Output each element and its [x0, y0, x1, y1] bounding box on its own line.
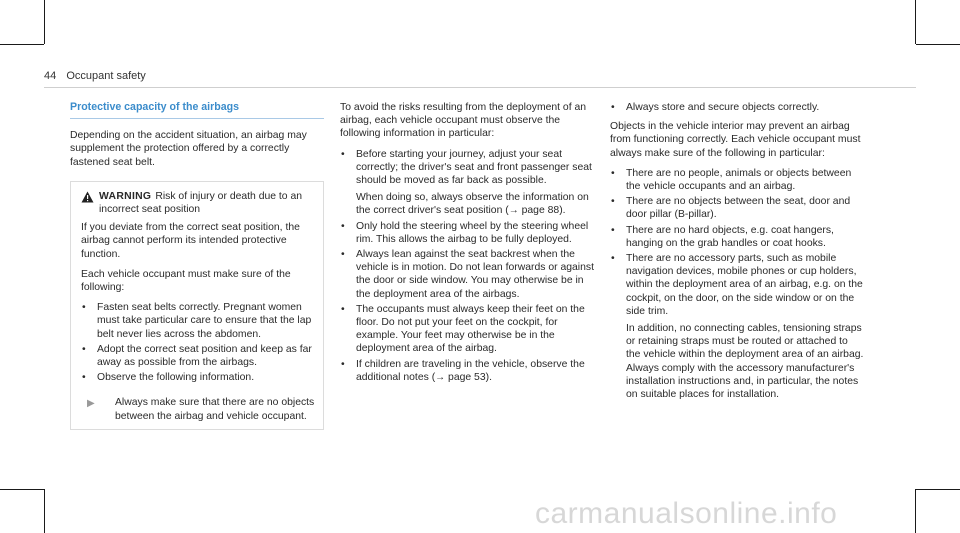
bullet: • [82, 343, 86, 355]
list-item [610, 224, 864, 250]
list-item-text: Before starting your journey, adjust your seat correctly; the driver's seat and front passenger seat should be moved as far back as possible. [356, 148, 592, 187]
warning-paragraph: Each vehicle occupant must make sure of the following: [81, 268, 291, 294]
list-item-text: There are no objects between the seat, door and door pillar (B-pillar). [626, 196, 851, 221]
crop-mark [0, 489, 44, 490]
list-item [340, 220, 594, 246]
list-item-text: If children are traveling in the vehicle, observe the additional notes [356, 358, 585, 383]
warning-title-text: Risk of injury or death due to an incorrect seat position [99, 190, 303, 216]
list-item-subtext: In addition, no connecting cables, tensioning straps or retaining straps must be routed or attached to the vehicle within the deployment area of an airbag. Always comply with the accessory manufacturer's installation instructions and, in particular, the notes on suitable places for installation. [626, 323, 864, 401]
section-heading: Protective capacity of the airbags [70, 101, 324, 119]
list-item [610, 167, 864, 193]
bullet: • [341, 249, 345, 261]
list-item [340, 248, 594, 301]
see-close: ). [485, 371, 492, 383]
list-item-text: There are no hard objects, e.g. coat hangers, hanging on the grab handles or coat hooks. [626, 224, 834, 249]
running-header [44, 70, 146, 82]
list-item-text: Observe the following information. [97, 372, 255, 384]
note-text: Always make sure that there are no objects between the airbag and vehicle occupant. [115, 397, 315, 422]
note-arrow-icon: ▶ [87, 398, 95, 410]
warning-label: WARNING [99, 190, 152, 202]
watermark: carmanualsonline.info [535, 497, 838, 530]
bullet-list [610, 101, 864, 114]
list-item-subtext [356, 191, 594, 217]
list-item [340, 358, 594, 384]
note-block [81, 396, 315, 422]
bullet: • [341, 303, 345, 315]
bullet: • [611, 102, 615, 113]
list-item [340, 303, 594, 356]
column-2 [340, 101, 594, 390]
list-item [81, 301, 315, 341]
crop-mark [915, 489, 916, 533]
warning-header [81, 190, 315, 216]
list-item-text: There are no people, animals or objects between the vehicle occupants and an airbag. [626, 167, 852, 193]
list-item [610, 101, 864, 114]
bullet: • [341, 220, 345, 232]
intro-paragraph: To avoid the risks resulting from the deployment of an airbag, each vehicle occupant must observe the following information in particular: [340, 102, 587, 140]
crop-mark [0, 44, 44, 45]
list-item-text: The occupants must always keep their feet on the floor. Do not put your feet on the cockpit, for example. Your feet may otherwise be in the deployment area of the airbag. [356, 303, 585, 355]
xref-arrow-icon: → [435, 371, 446, 383]
xref-arrow-icon: → [508, 205, 519, 217]
list-item [81, 343, 315, 369]
warning-box [70, 181, 324, 430]
page-reference-link[interactable]: page 88 [521, 205, 560, 217]
bullet-list [610, 167, 864, 401]
section-title: Occupant safety [66, 70, 146, 82]
see-open: ( [505, 205, 509, 217]
page-reference-link[interactable]: page 53 [448, 371, 486, 383]
intro-paragraph: Objects in the vehicle interior may prevent an airbag from functioning correctly. Each vehicle occupant must always make sure of the following in particular: [610, 121, 861, 159]
list-item [610, 252, 864, 401]
list-item-text: Always lean against the seat backrest when the vehicle is in motion. Do not lean forwards or against the door or side window. You may otherwise be in the deployment area of the airbags. [356, 249, 594, 300]
list-item [610, 195, 864, 221]
list-item [340, 148, 594, 218]
list-item-text: Only hold the steering wheel by the steering wheel rim. This allows the airbag to be fully deployed. [356, 220, 589, 245]
crop-mark [916, 489, 960, 490]
bullet: • [611, 167, 615, 179]
bullet: • [611, 196, 615, 208]
intro-paragraph: Depending on the accident situation, an airbag may supplement the protection offered by a correctly fastened seat belt. [70, 130, 307, 168]
bullet: • [341, 358, 345, 370]
page-number: 44 [44, 70, 57, 82]
list-item-text: There are no accessory parts, such as mobile navigation devices, mobile phones or cup holders, within the deployment area of an airbag, e.g. on the cockpit, on the door, on the side window or on the side trim. [626, 253, 863, 317]
bullet: • [611, 224, 615, 236]
list-item-text: Always store and secure objects correctly. [626, 102, 820, 113]
list-item [81, 371, 315, 384]
warning-list [81, 301, 315, 384]
list-item-text: Adopt the correct seat position and keep as far away as possible from the airbags. [97, 343, 312, 369]
see-close: ). [559, 205, 566, 217]
crop-mark [44, 0, 45, 44]
bullet: • [611, 253, 615, 265]
column-3 [610, 101, 864, 407]
bullet: • [82, 302, 86, 314]
warning-triangle-icon [81, 190, 99, 216]
crop-mark [44, 489, 45, 533]
bullet: • [341, 148, 345, 160]
subtext: When doing so, always observe the information on the correct driver's seat position [356, 192, 589, 217]
list-item-text: Fasten seat belts correctly. Pregnant women must take particular care to ensure that the lap belt never lies across the abdomen. [97, 302, 312, 340]
crop-mark [915, 0, 916, 44]
crop-mark [916, 44, 960, 45]
bullet-list [340, 148, 594, 384]
warning-heading [99, 190, 315, 216]
bullet: • [82, 372, 86, 384]
column-1 [70, 101, 324, 430]
header-divider [44, 87, 916, 88]
warning-paragraph: If you deviate from the correct seat position, the airbag cannot perform its intended protective function. [81, 222, 300, 260]
see-open: ( [431, 371, 436, 383]
